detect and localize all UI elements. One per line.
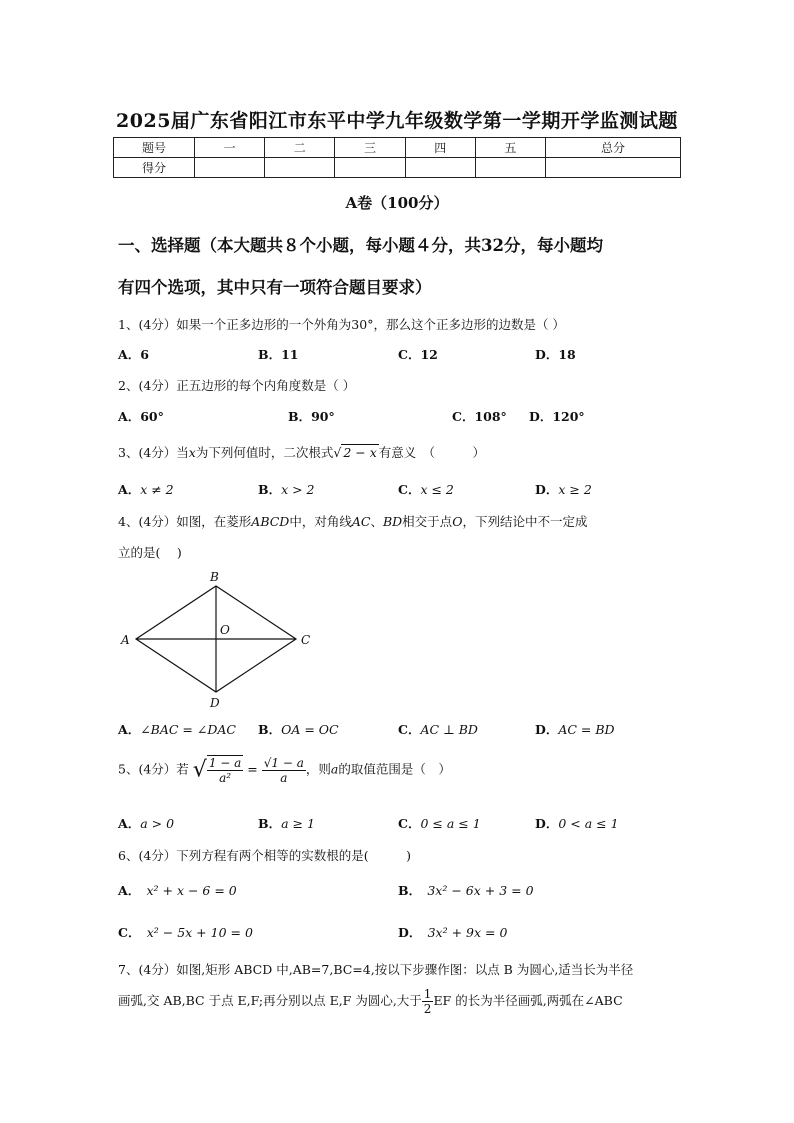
question-7: 7、(4分）如图,矩形 ABCD 中,AB=7,BC=4,按以下步骤作图：以点 B 为圆心,适当长为半径 xyxy=(118,962,634,977)
sqrt-icon: √ xyxy=(333,445,342,460)
question-4: 4、(4分）如图，在菱形ABCD中，对角线AC、BD相交于点O，下列结论中不一定成 xyxy=(118,514,588,529)
table-cell: 得分 xyxy=(114,158,195,178)
q5-rhs-fraction: $\frac{√1 - a}{a}$ xyxy=(263,755,304,785)
table-row xyxy=(114,138,681,158)
q5-option-a: A．a > 0 xyxy=(118,816,175,831)
table-cell: 三 xyxy=(335,138,405,158)
rhombus-figure xyxy=(115,568,320,713)
q4-option-b: B．OA = OC xyxy=(258,722,339,737)
question-5: 5、(4分）若 √ $\frac{1 - a}{\text{a²}}$ = $\frac{√1 - a}{a}$ ，则a的取值范围是（ ） xyxy=(118,755,451,785)
q4-option-a: A．∠BAC = ∠DAC xyxy=(118,722,236,737)
q3-suffix: 有意义 （ ） xyxy=(378,445,486,460)
table-cell: 总分 xyxy=(546,138,681,158)
score-input-cell xyxy=(265,158,335,178)
fig-label-c: C xyxy=(301,633,311,647)
question-3 xyxy=(118,443,485,461)
q3-option-d: D．x ≥ 2 xyxy=(535,482,592,497)
score-input-cell xyxy=(335,158,405,178)
q3-prefix: 3、(4分）当 xyxy=(118,445,189,460)
q5-option-b: B．a ≥ 1 xyxy=(258,816,315,831)
question-4-cont: 立的是( ) xyxy=(118,545,182,560)
q3-radicand: 2 − x xyxy=(343,445,377,460)
q6-option-c: C． x² − 5x + 10 = 0 xyxy=(118,925,253,940)
q1-option-b: B．11 xyxy=(258,347,299,362)
question-6: 6、(4分）下列方程有两个相等的实数根的是( ) xyxy=(118,848,412,863)
score-input-cell xyxy=(546,158,681,178)
score-input-cell xyxy=(195,158,265,178)
q3-mid: 为下列何值时，二次根式 xyxy=(195,445,334,460)
question-1: 1、(4分）如果一个正多边形的一个外角为30°，那么这个正多边形的边数是（ ） xyxy=(118,317,565,332)
q3-var: x xyxy=(188,445,196,460)
q6-option-a: A． x² + x − 6 = 0 xyxy=(118,883,237,898)
q2-option-a: A．60° xyxy=(118,409,164,424)
fig-label-o: O xyxy=(220,623,230,637)
fig-label-d: D xyxy=(210,696,220,710)
volume-heading: A卷（100分） xyxy=(345,194,449,212)
q5-option-d: D．0 < a ≤ 1 xyxy=(535,816,619,831)
section-heading: 一、选择题（本大题共８个小题，每小题４分，共32分，每小题均 xyxy=(118,236,603,255)
q4-option-d: D．AC = BD xyxy=(535,722,615,737)
q3-option-a: A．x ≠ 2 xyxy=(118,482,174,497)
section-heading-cont: 有四个选项，其中只有一项符合题目要求） xyxy=(118,278,432,297)
page-title: 2025届广东省阳江市东平中学九年级数学第一学期开学监测试题 xyxy=(116,110,678,132)
table-cell: 五 xyxy=(475,138,545,158)
q7-half-fraction: $\frac{1}{2}$ xyxy=(423,987,432,1016)
table-cell: 题号 xyxy=(114,138,195,158)
fig-label-b: B xyxy=(210,570,219,584)
score-table xyxy=(113,137,681,178)
q2-option-b: B．90° xyxy=(288,409,335,424)
q3-option-c: C．x ≤ 2 xyxy=(398,482,454,497)
table-cell: 四 xyxy=(405,138,475,158)
question-7-cont: 画弧,交 AB,BC 于点 E,F;再分别以点 E,F 为圆心,大于 $\frac{1}{2}$ EF 的长为半径画弧,两弧在∠ABC xyxy=(118,987,623,1016)
q6-option-b: B． 3x² − 6x + 3 = 0 xyxy=(398,883,534,898)
q2-option-d: D．120° xyxy=(529,409,585,424)
question-2: 2、(4分）正五边形的每个内角度数是（ ） xyxy=(118,378,356,393)
q2-option-c: C．108° xyxy=(452,409,507,424)
q6-option-d: D． 3x² + 9x = 0 xyxy=(398,925,508,940)
table-row xyxy=(114,158,681,178)
table-cell: 一 xyxy=(195,138,265,158)
sqrt-icon: √ xyxy=(192,757,207,783)
q4-option-c: C．AC ⊥ BD xyxy=(398,722,478,737)
table-cell: 二 xyxy=(265,138,335,158)
score-input-cell xyxy=(475,158,545,178)
q1-option-a: A．6 xyxy=(118,347,149,362)
q1-option-d: D．18 xyxy=(535,347,576,362)
q3-option-b: B．x > 2 xyxy=(258,482,315,497)
q1-option-c: C．12 xyxy=(398,347,438,362)
score-input-cell xyxy=(405,158,475,178)
fig-label-a: A xyxy=(121,633,130,647)
q5-lhs-fraction: $\frac{1 - a}{\text{a²}}$ xyxy=(208,756,242,785)
q5-option-c: C．0 ≤ a ≤ 1 xyxy=(398,816,481,831)
